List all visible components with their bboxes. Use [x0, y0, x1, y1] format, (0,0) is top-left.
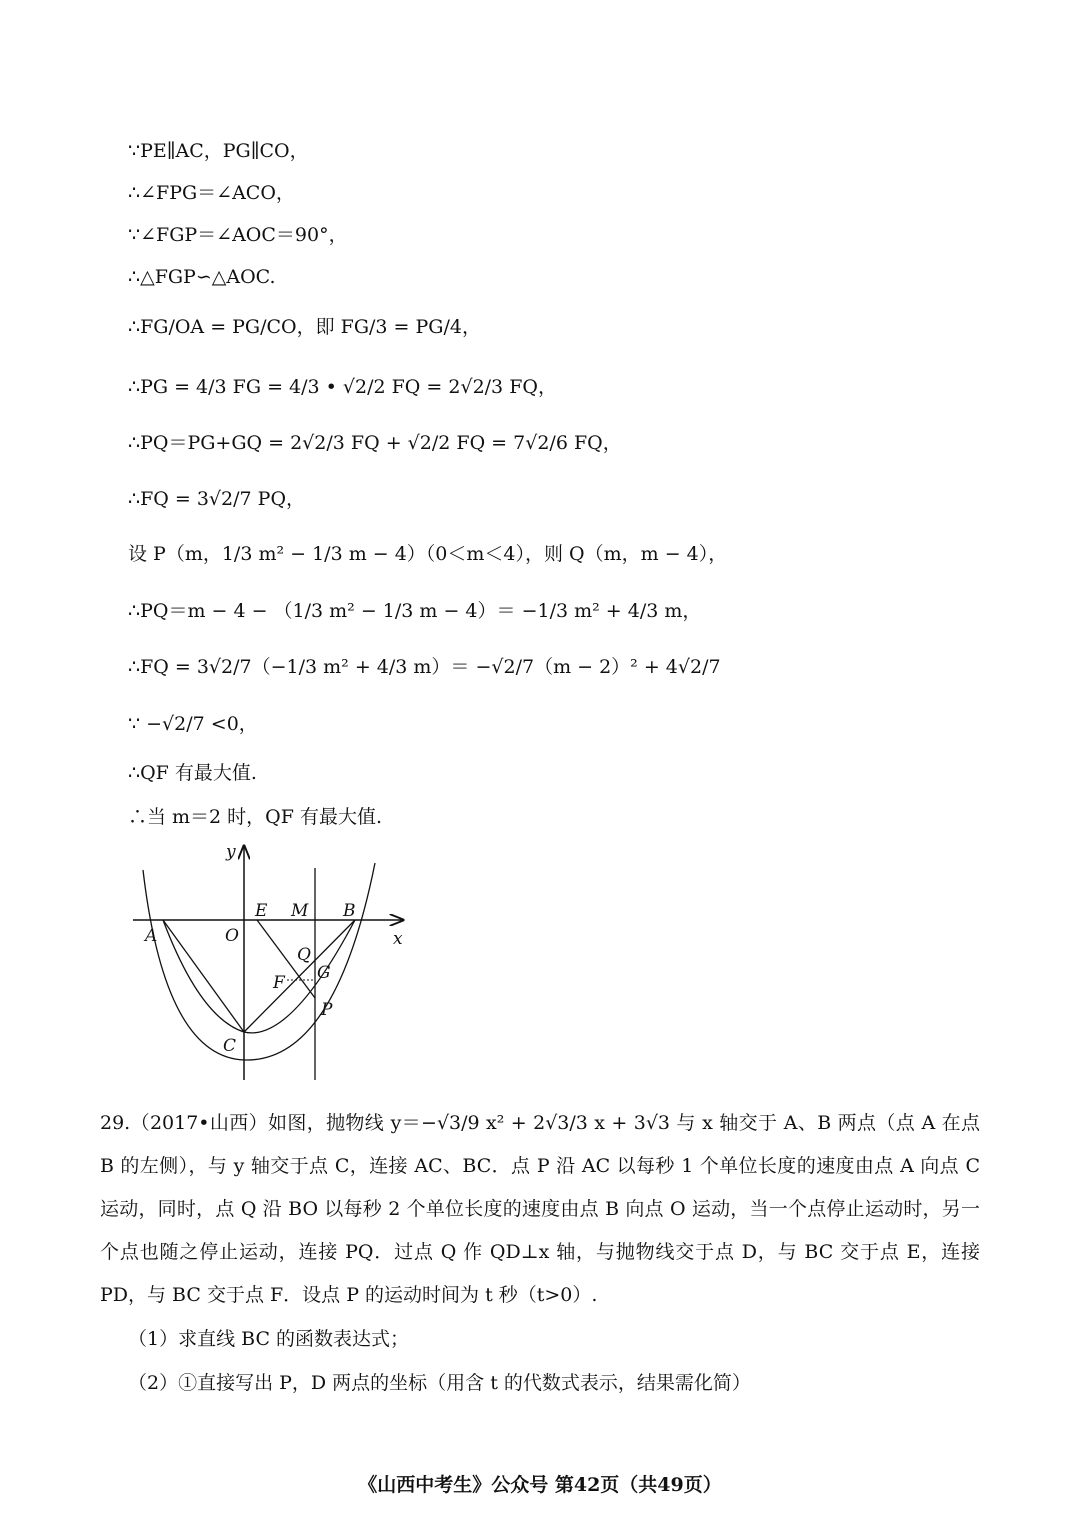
- step-line: ∴PG = 4/3 FG = 4/3 • √2/2 FQ = 2√2/3 FQ，: [128, 376, 557, 398]
- label-g: G: [317, 963, 331, 983]
- page-footer: 《山西中考生》公众号 第42页（共49页）: [358, 1474, 722, 1496]
- step-line: ∵∠FGP＝∠AOC＝90°，: [128, 224, 348, 246]
- step-line: ∴FQ = 3√2/7 PQ，: [128, 488, 306, 510]
- step-line: ∵ −√2/7 <0，: [128, 713, 258, 735]
- outer-parabola: [143, 863, 375, 1060]
- label-m: M: [291, 901, 309, 921]
- step-line: ∴FG/OA = PG/CO，即 FG/3 = PG/4，: [128, 316, 481, 338]
- label-q: Q: [297, 945, 311, 965]
- label-x: x: [393, 929, 403, 949]
- question-1: （1）求直线 BC 的函数表达式；: [128, 1328, 410, 1350]
- step-line: ∴FQ = 3√2/7（−1/3 m² + 4/3 m）＝ −√2/7（m − 2）² + 4√2/7: [128, 656, 721, 678]
- label-c: C: [223, 1036, 237, 1056]
- step-line: ∴PQ＝m − 4 − （1/3 m² − 1/3 m − 4）＝ −1/3 m² + 4/3 m，: [128, 600, 702, 622]
- question-2: （2）①直接写出 P，D 两点的坐标（用含 t 的代数式表示，结果需化简）: [128, 1372, 751, 1394]
- step-line: ∴QF 有最大值.: [128, 762, 257, 784]
- label-a: A: [145, 926, 158, 946]
- step-line: 设 P（m，1/3 m² − 1/3 m − 4）（0＜m＜4），则 Q（m，m − 4），: [128, 543, 728, 565]
- step-line: ∴△FGP∽△AOC.: [128, 266, 276, 288]
- label-p: P: [321, 1000, 333, 1020]
- label-o: O: [225, 926, 239, 946]
- label-e: E: [255, 901, 268, 921]
- step-line: ∴∠FPG＝∠ACO，: [128, 182, 295, 204]
- parabola-figure: [125, 838, 425, 1088]
- label-y: y: [226, 842, 236, 862]
- label-b: B: [343, 901, 356, 921]
- problem-29-header: 29.（2017•山西）如图，抛物线 y＝−√3/9 x² + 2√3/3 x + 3√3 与 x 轴交于 A、B 两点（点 A 在点 B 的左侧），与 y 轴交于点 C，连接 AC、BC．点 P 沿 AC 以每秒 1 个单位长度的速度由点 A 向点 C 运动，同时，点 Q 沿 BO 以每秒 2 个单位长度的速度由点 B 向点 O 运动，当一个点停止运动时，另一个点也随之停止运动，连接 PQ．过点 Q 作 QD⊥x 轴，与抛物线交于点 D，与 BC 交于点 E，连接 PD，与 BC 交于点 F．设点 P 的运动时间为 t 秒（t>0）.: [100, 1112, 980, 1306]
- step-line: ∵PE∥AC，PG∥CO，: [128, 140, 309, 162]
- step-line: ∴PQ＝PG+GQ = 2√2/3 FQ + √2/2 FQ = 7√2/6 FQ，: [128, 432, 622, 454]
- label-f: F: [273, 973, 285, 993]
- segment-cb: [244, 920, 355, 1032]
- step-line: ∴当 m＝2 时，QF 有最大值.: [128, 806, 383, 828]
